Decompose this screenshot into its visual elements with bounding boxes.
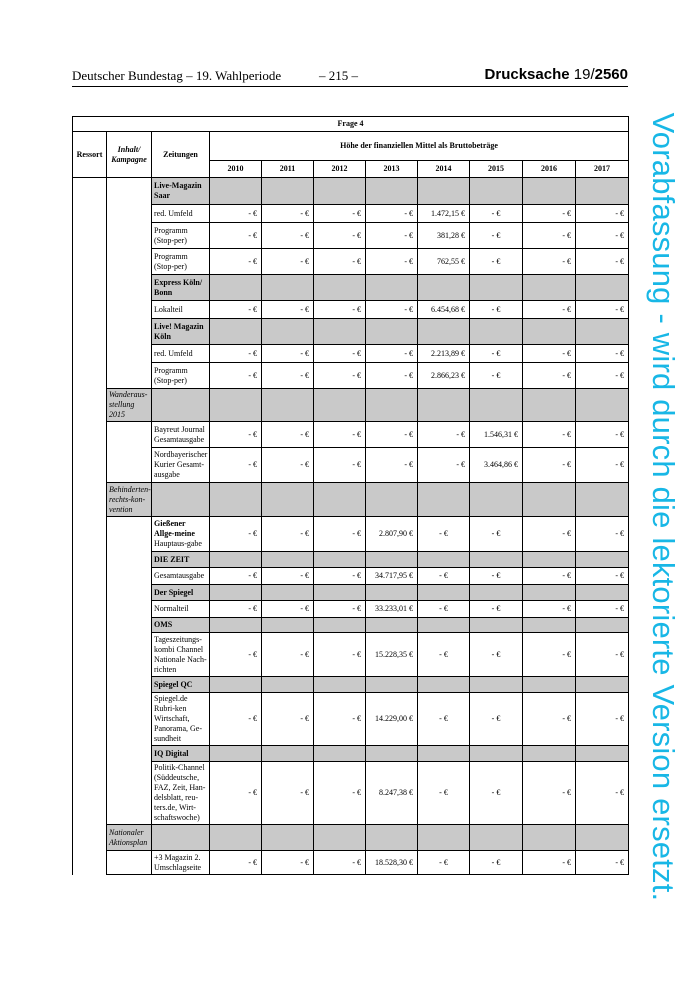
paper-heading: Spiegel QC bbox=[152, 677, 210, 693]
empty-cell bbox=[470, 618, 523, 633]
amount-cell: - € bbox=[210, 223, 262, 249]
row-label: Tageszeitungs-kombi Channel Nationale Nach-richten bbox=[152, 633, 210, 677]
empty-cell bbox=[152, 825, 210, 851]
amount-cell: - € bbox=[576, 568, 629, 585]
amount-cell: - € bbox=[314, 223, 366, 249]
paper-heading: Express Köln/ Bonn bbox=[152, 275, 210, 301]
empty-cell bbox=[210, 319, 262, 345]
campaign-heading: Behinderten-rechts-kon-vention bbox=[107, 483, 152, 517]
row-label: Spiegel.de Rubri-ken Wirtschaft, Panorama, Ge-sundheit bbox=[152, 693, 210, 746]
amount-cell: - € bbox=[366, 363, 418, 389]
amount-cell: - € bbox=[366, 249, 418, 275]
empty-cell bbox=[314, 746, 366, 762]
amount-cell: - € bbox=[576, 448, 629, 483]
empty-cell bbox=[107, 517, 152, 552]
amount-cell: - € bbox=[523, 568, 576, 585]
empty-cell bbox=[262, 319, 314, 345]
year-2013: 2013 bbox=[366, 161, 418, 178]
amount-cell: - € bbox=[418, 693, 470, 746]
empty-cell bbox=[107, 223, 152, 249]
amount-cell: 8.247,38 € bbox=[366, 762, 418, 825]
empty-cell bbox=[418, 746, 470, 762]
amount-cell: - € bbox=[470, 301, 523, 319]
amount-cell: - € bbox=[314, 448, 366, 483]
amount-cell: - € bbox=[262, 762, 314, 825]
empty-cell bbox=[576, 585, 629, 601]
page-header bbox=[72, 66, 628, 86]
empty-cell bbox=[107, 552, 152, 568]
amount-cell: 2.807,90 € bbox=[366, 517, 418, 552]
year-2016: 2016 bbox=[523, 161, 576, 178]
empty-cell bbox=[262, 585, 314, 601]
amount-cell: - € bbox=[210, 205, 262, 223]
ressort-cell bbox=[73, 178, 107, 875]
amount-cell: - € bbox=[262, 301, 314, 319]
amount-cell: - € bbox=[523, 448, 576, 483]
empty-cell bbox=[314, 552, 366, 568]
amount-cell: - € bbox=[470, 205, 523, 223]
table-row bbox=[73, 301, 629, 319]
amount-cell: - € bbox=[470, 363, 523, 389]
amount-cell: - € bbox=[418, 422, 470, 448]
amount-cell: - € bbox=[314, 363, 366, 389]
empty-cell bbox=[470, 319, 523, 345]
empty-cell bbox=[470, 746, 523, 762]
amount-cell: - € bbox=[523, 851, 576, 875]
empty-cell bbox=[210, 275, 262, 301]
amount-cell: - € bbox=[523, 249, 576, 275]
empty-cell bbox=[262, 825, 314, 851]
amount-cell: - € bbox=[262, 568, 314, 585]
empty-cell bbox=[523, 178, 576, 205]
empty-cell bbox=[523, 618, 576, 633]
empty-cell bbox=[418, 483, 470, 517]
table-row bbox=[73, 693, 629, 746]
empty-cell bbox=[366, 178, 418, 205]
empty-cell bbox=[210, 618, 262, 633]
row-label: Programm (Stop-per) bbox=[152, 223, 210, 249]
row-label: red. Umfeld bbox=[152, 205, 210, 223]
amount-cell: - € bbox=[262, 249, 314, 275]
row-label: red. Umfeld bbox=[152, 345, 210, 363]
amount-cell: - € bbox=[576, 422, 629, 448]
amount-cell: - € bbox=[262, 601, 314, 618]
year-2015: 2015 bbox=[470, 161, 523, 178]
empty-cell bbox=[210, 825, 262, 851]
col-hoehe: Höhe der finanziellen Mittel als Bruttobeträge bbox=[210, 132, 629, 161]
amount-cell: - € bbox=[210, 448, 262, 483]
empty-cell bbox=[107, 693, 152, 746]
amount-cell: - € bbox=[523, 693, 576, 746]
empty-cell bbox=[523, 552, 576, 568]
empty-cell bbox=[262, 389, 314, 422]
year-2017: 2017 bbox=[576, 161, 629, 178]
amount-cell: 2.213,89 € bbox=[418, 345, 470, 363]
empty-cell bbox=[210, 746, 262, 762]
campaign-heading: Wanderaus-stellung 2015 bbox=[107, 389, 152, 422]
empty-cell bbox=[576, 275, 629, 301]
empty-cell bbox=[262, 677, 314, 693]
empty-cell bbox=[107, 633, 152, 677]
budget-table bbox=[72, 116, 629, 875]
row-label: Gesamtausgabe bbox=[152, 568, 210, 585]
empty-cell bbox=[576, 825, 629, 851]
amount-cell: - € bbox=[523, 363, 576, 389]
empty-cell bbox=[418, 389, 470, 422]
amount-cell: - € bbox=[523, 633, 576, 677]
empty-cell bbox=[314, 618, 366, 633]
empty-cell bbox=[107, 601, 152, 618]
amount-cell: - € bbox=[314, 568, 366, 585]
empty-cell bbox=[107, 762, 152, 825]
empty-cell bbox=[210, 677, 262, 693]
amount-cell: 34.717,95 € bbox=[366, 568, 418, 585]
amount-cell: - € bbox=[523, 223, 576, 249]
amount-cell: - € bbox=[523, 205, 576, 223]
amount-cell: - € bbox=[210, 601, 262, 618]
table-row bbox=[73, 363, 629, 389]
table-row bbox=[73, 223, 629, 249]
amount-cell: - € bbox=[314, 249, 366, 275]
col-ressort: Ressort bbox=[73, 132, 107, 178]
amount-cell: 2.866,23 € bbox=[418, 363, 470, 389]
empty-cell bbox=[366, 618, 418, 633]
table-row bbox=[73, 517, 629, 552]
amount-cell: 381,28 € bbox=[418, 223, 470, 249]
table-row bbox=[73, 568, 629, 585]
amount-cell: 18.528,30 € bbox=[366, 851, 418, 875]
amount-cell: - € bbox=[314, 601, 366, 618]
page-number: – 215 – bbox=[319, 68, 358, 83]
amount-cell: - € bbox=[210, 568, 262, 585]
empty-cell bbox=[576, 618, 629, 633]
amount-cell: - € bbox=[210, 249, 262, 275]
row-label: +3 Magazin 2. Umschlagseite bbox=[152, 851, 210, 875]
paper-heading: IQ Digital bbox=[152, 746, 210, 762]
amount-cell: - € bbox=[576, 345, 629, 363]
amount-cell: - € bbox=[470, 517, 523, 552]
amount-cell: 15.228,35 € bbox=[366, 633, 418, 677]
empty-cell bbox=[366, 746, 418, 762]
paper-heading: Der Spiegel bbox=[152, 585, 210, 601]
amount-cell: - € bbox=[210, 301, 262, 319]
empty-cell bbox=[314, 178, 366, 205]
amount-cell: - € bbox=[576, 223, 629, 249]
amount-cell: - € bbox=[262, 851, 314, 875]
header-rule bbox=[72, 86, 628, 87]
drucksache-number: Drucksache 19/2560 bbox=[484, 66, 628, 83]
amount-cell: 1.546,31 € bbox=[470, 422, 523, 448]
amount-cell: 762,55 € bbox=[418, 249, 470, 275]
empty-cell bbox=[366, 585, 418, 601]
empty-cell bbox=[107, 448, 152, 483]
amount-cell: - € bbox=[210, 851, 262, 875]
empty-cell bbox=[107, 677, 152, 693]
table-row bbox=[73, 633, 629, 677]
amount-cell: - € bbox=[210, 345, 262, 363]
row-label: Lokalteil bbox=[152, 301, 210, 319]
empty-cell bbox=[576, 389, 629, 422]
amount-cell: - € bbox=[262, 363, 314, 389]
table-row bbox=[73, 601, 629, 618]
amount-cell: - € bbox=[210, 693, 262, 746]
amount-cell: - € bbox=[470, 249, 523, 275]
amount-cell: - € bbox=[418, 633, 470, 677]
empty-cell bbox=[152, 483, 210, 517]
empty-cell bbox=[523, 319, 576, 345]
amount-cell: - € bbox=[314, 851, 366, 875]
amount-cell: - € bbox=[210, 422, 262, 448]
empty-cell bbox=[262, 275, 314, 301]
amount-cell: - € bbox=[523, 601, 576, 618]
empty-cell bbox=[314, 319, 366, 345]
row-label: Normalteil bbox=[152, 601, 210, 618]
empty-cell bbox=[262, 483, 314, 517]
amount-cell: - € bbox=[576, 601, 629, 618]
empty-cell bbox=[107, 585, 152, 601]
amount-cell: - € bbox=[470, 345, 523, 363]
empty-cell bbox=[576, 677, 629, 693]
empty-cell bbox=[314, 483, 366, 517]
empty-cell bbox=[366, 483, 418, 517]
row-label: Gießener Allge-meine Hauptaus-gabe bbox=[152, 517, 210, 552]
amount-cell: - € bbox=[314, 633, 366, 677]
amount-cell: - € bbox=[418, 762, 470, 825]
amount-cell: 1.472,15 € bbox=[418, 205, 470, 223]
amount-cell: - € bbox=[262, 345, 314, 363]
empty-cell bbox=[366, 825, 418, 851]
amount-cell: - € bbox=[262, 422, 314, 448]
year-2010: 2010 bbox=[210, 161, 262, 178]
amount-cell: - € bbox=[576, 205, 629, 223]
amount-cell: - € bbox=[366, 223, 418, 249]
empty-cell bbox=[523, 585, 576, 601]
empty-cell bbox=[107, 275, 152, 301]
budget-table-container bbox=[72, 116, 628, 875]
amount-cell: - € bbox=[314, 693, 366, 746]
empty-cell bbox=[366, 319, 418, 345]
row-label: Bayreut Journal Gesamtausgabe bbox=[152, 422, 210, 448]
row-label: Politik-Channel (Süddeutsche, FAZ, Zeit, Han-delsblatt, reu-ters.de, Wirt-schaftswoche) bbox=[152, 762, 210, 825]
amount-cell: - € bbox=[470, 633, 523, 677]
amount-cell: - € bbox=[366, 205, 418, 223]
amount-cell: - € bbox=[418, 448, 470, 483]
empty-cell bbox=[107, 205, 152, 223]
amount-cell: - € bbox=[576, 693, 629, 746]
paper-heading: DIE ZEIT bbox=[152, 552, 210, 568]
empty-cell bbox=[470, 275, 523, 301]
empty-cell bbox=[418, 585, 470, 601]
amount-cell: - € bbox=[576, 851, 629, 875]
amount-cell: - € bbox=[262, 693, 314, 746]
amount-cell: - € bbox=[523, 345, 576, 363]
empty-cell bbox=[418, 319, 470, 345]
empty-cell bbox=[314, 585, 366, 601]
empty-cell bbox=[576, 483, 629, 517]
empty-cell bbox=[418, 552, 470, 568]
empty-cell bbox=[470, 552, 523, 568]
empty-cell bbox=[210, 483, 262, 517]
empty-cell bbox=[418, 677, 470, 693]
amount-cell: - € bbox=[262, 517, 314, 552]
amount-cell: - € bbox=[210, 363, 262, 389]
year-2014: 2014 bbox=[418, 161, 470, 178]
amount-cell: - € bbox=[576, 633, 629, 677]
empty-cell bbox=[107, 319, 152, 345]
amount-cell: - € bbox=[262, 223, 314, 249]
empty-cell bbox=[470, 585, 523, 601]
col-zeitungen: Zeitungen bbox=[152, 132, 210, 178]
amount-cell: - € bbox=[366, 422, 418, 448]
empty-cell bbox=[107, 345, 152, 363]
empty-cell bbox=[262, 746, 314, 762]
table-row bbox=[73, 205, 629, 223]
amount-cell: - € bbox=[418, 851, 470, 875]
amount-cell: - € bbox=[262, 448, 314, 483]
empty-cell bbox=[107, 746, 152, 762]
empty-cell bbox=[523, 389, 576, 422]
amount-cell: - € bbox=[576, 363, 629, 389]
amount-cell: - € bbox=[470, 601, 523, 618]
empty-cell bbox=[107, 363, 152, 389]
paper-heading: Live-Magazin Saar bbox=[152, 178, 210, 205]
amount-cell: - € bbox=[418, 601, 470, 618]
empty-cell bbox=[314, 275, 366, 301]
amount-cell: - € bbox=[523, 422, 576, 448]
amount-cell: 6.454,68 € bbox=[418, 301, 470, 319]
empty-cell bbox=[576, 552, 629, 568]
empty-cell bbox=[262, 552, 314, 568]
amount-cell: - € bbox=[523, 517, 576, 552]
empty-cell bbox=[210, 552, 262, 568]
amount-cell: - € bbox=[210, 517, 262, 552]
amount-cell: 14.229,00 € bbox=[366, 693, 418, 746]
empty-cell bbox=[314, 389, 366, 422]
empty-cell bbox=[470, 677, 523, 693]
empty-cell bbox=[418, 825, 470, 851]
amount-cell: - € bbox=[314, 301, 366, 319]
col-inhalt: Inhalt/ Kampagne bbox=[107, 132, 152, 178]
empty-cell bbox=[107, 422, 152, 448]
row-label: Programm (Stop-per) bbox=[152, 363, 210, 389]
amount-cell: - € bbox=[366, 448, 418, 483]
empty-cell bbox=[523, 275, 576, 301]
amount-cell: - € bbox=[523, 762, 576, 825]
paper-heading: Live! Magazin Köln bbox=[152, 319, 210, 345]
empty-cell bbox=[523, 825, 576, 851]
amount-cell: - € bbox=[314, 762, 366, 825]
empty-cell bbox=[210, 389, 262, 422]
empty-cell bbox=[523, 677, 576, 693]
empty-cell bbox=[262, 178, 314, 205]
year-2011: 2011 bbox=[262, 161, 314, 178]
question-header: Frage 4 bbox=[73, 117, 629, 132]
empty-cell bbox=[470, 389, 523, 422]
empty-cell bbox=[576, 319, 629, 345]
empty-cell bbox=[366, 389, 418, 422]
empty-cell bbox=[366, 275, 418, 301]
empty-cell bbox=[418, 618, 470, 633]
table-row bbox=[73, 851, 629, 875]
empty-cell bbox=[314, 825, 366, 851]
amount-cell: - € bbox=[576, 301, 629, 319]
amount-cell: - € bbox=[366, 301, 418, 319]
amount-cell: - € bbox=[576, 249, 629, 275]
empty-cell bbox=[366, 677, 418, 693]
amount-cell: - € bbox=[470, 851, 523, 875]
empty-cell bbox=[262, 618, 314, 633]
amount-cell: 33.233,01 € bbox=[366, 601, 418, 618]
empty-cell bbox=[523, 746, 576, 762]
table-row bbox=[73, 448, 629, 483]
empty-cell bbox=[418, 275, 470, 301]
empty-cell bbox=[576, 178, 629, 205]
empty-cell bbox=[152, 389, 210, 422]
empty-cell bbox=[470, 483, 523, 517]
empty-cell bbox=[210, 585, 262, 601]
header-title: Deutscher Bundestag – 19. Wahlperiode bbox=[72, 68, 282, 83]
table-row bbox=[73, 762, 629, 825]
empty-cell bbox=[107, 301, 152, 319]
empty-cell bbox=[523, 483, 576, 517]
amount-cell: - € bbox=[314, 517, 366, 552]
amount-cell: - € bbox=[314, 422, 366, 448]
empty-cell bbox=[470, 178, 523, 205]
amount-cell: - € bbox=[262, 205, 314, 223]
amount-cell: - € bbox=[523, 301, 576, 319]
amount-cell: - € bbox=[470, 223, 523, 249]
amount-cell: - € bbox=[470, 762, 523, 825]
amount-cell: - € bbox=[470, 693, 523, 746]
empty-cell bbox=[210, 178, 262, 205]
amount-cell: - € bbox=[366, 345, 418, 363]
amount-cell: 3.464,86 € bbox=[470, 448, 523, 483]
empty-cell bbox=[107, 249, 152, 275]
amount-cell: - € bbox=[470, 568, 523, 585]
row-label: Nordbayerischer Kurier Gesamt-ausgabe bbox=[152, 448, 210, 483]
empty-cell bbox=[314, 677, 366, 693]
campaign-heading: Nationaler Aktionsplan bbox=[107, 825, 152, 851]
paper-heading: OMS bbox=[152, 618, 210, 633]
table-row bbox=[73, 345, 629, 363]
amount-cell: - € bbox=[210, 762, 262, 825]
empty-cell bbox=[107, 851, 152, 875]
empty-cell bbox=[470, 825, 523, 851]
empty-cell bbox=[107, 568, 152, 585]
empty-cell bbox=[107, 618, 152, 633]
amount-cell: - € bbox=[418, 517, 470, 552]
amount-cell: - € bbox=[262, 633, 314, 677]
year-2012: 2012 bbox=[314, 161, 366, 178]
table-row bbox=[73, 422, 629, 448]
row-label: Programm (Stop-per) bbox=[152, 249, 210, 275]
amount-cell: - € bbox=[418, 568, 470, 585]
amount-cell: - € bbox=[576, 517, 629, 552]
empty-cell bbox=[418, 178, 470, 205]
amount-cell: - € bbox=[314, 205, 366, 223]
amount-cell: - € bbox=[210, 633, 262, 677]
table-row bbox=[73, 249, 629, 275]
amount-cell: - € bbox=[314, 345, 366, 363]
amount-cell: - € bbox=[576, 762, 629, 825]
draft-watermark: Vorabfassung - wird durch die lektorierte Version ersetzt. bbox=[646, 112, 681, 902]
inhalt-cell bbox=[107, 178, 152, 205]
empty-cell bbox=[366, 552, 418, 568]
empty-cell bbox=[576, 746, 629, 762]
